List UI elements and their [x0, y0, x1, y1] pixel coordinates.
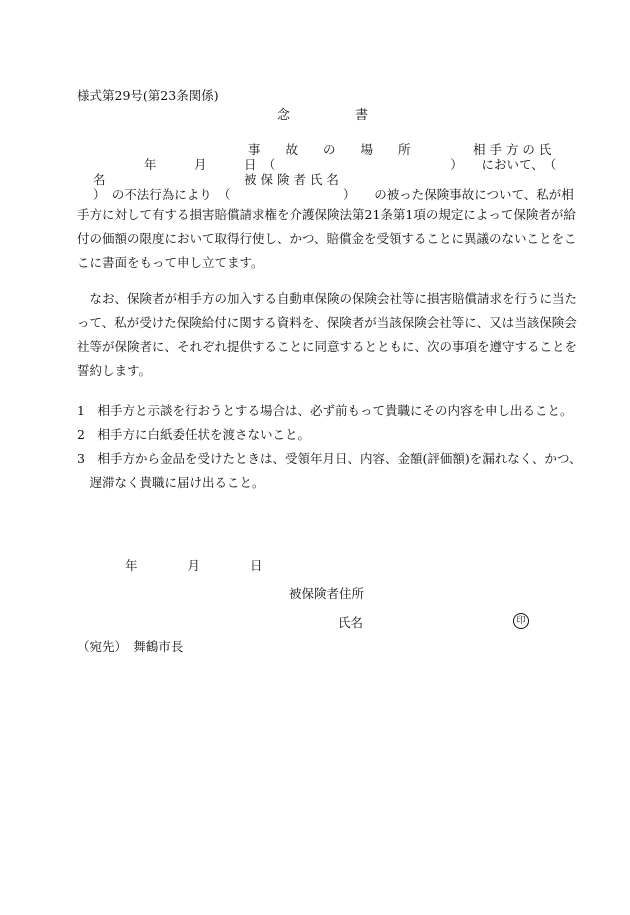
consent-paragraph [77, 203, 577, 275]
agreement-line: 誓約します。 [77, 363, 152, 378]
counterparty-name-label: 相 手 方 の 氏 [473, 142, 552, 157]
signature-date: 年 月 日 [125, 558, 263, 573]
insured-name-field-label: 氏名 [338, 615, 364, 630]
obligation-item: 遅滞なく貴職に届け出ること。 [77, 475, 265, 490]
counterparty-name-char: 名 [93, 172, 106, 187]
insured-address-label: 被保険者住所 [289, 586, 365, 601]
form-number: 様式第29号(第23条関係) [77, 88, 219, 103]
obligation-item: 3 相手方から金品を受けたときは、受領年月日、内容、金額(評価額)を漏れなく、かつ、 [77, 451, 582, 466]
obligation-item: 1 相手方と示談を行おうとする場合は、必ず前もって貴職にその内容を申し出ること。 [77, 403, 573, 418]
addressee: （宛先） 舞鶴市長 [77, 639, 184, 654]
agreement-paragraph [77, 287, 578, 383]
consent-line: こに書面をもって申し立てます。 [77, 255, 264, 270]
agreement-line: 社等が保険者に、それぞれ提供することに同意するとともに、次の事項を遵守することを [77, 339, 578, 354]
obligation-item: 2 相手方に白紙委任状を渡さないこと。 [77, 427, 310, 442]
obligation-list [77, 399, 582, 495]
seal-mark: 印 [513, 613, 529, 629]
consent-line: 手方に対して有する損害賠償請求権を介護保険法第21条第1項の規定によって保険者が給 [77, 207, 576, 222]
document-title: 念 書 [277, 108, 369, 123]
accident-date-line: 年 月 日 （ ） において、 （ [144, 157, 557, 172]
agreement-line: なお、保険者が相手方の加入する自動車保険の保険会社等に損害賠償請求を行うに当た [77, 291, 578, 306]
agreement-line: って、私が受けた保険給付に関する資料を、保険者が当該保険会社等に、又は当該保険会 [77, 315, 577, 330]
insured-name-label: 被 保 険 者 氏 名 [244, 172, 339, 187]
accident-place-label: 事 故 の 場 所 [248, 142, 411, 157]
tort-line: ） の不法行為により （ ） の被った保険事故について、私が相 [93, 187, 574, 202]
consent-line: 付の価額の限度において取得行使し、かつ、賠償金を受領することに異議のないことをこ [77, 231, 577, 246]
